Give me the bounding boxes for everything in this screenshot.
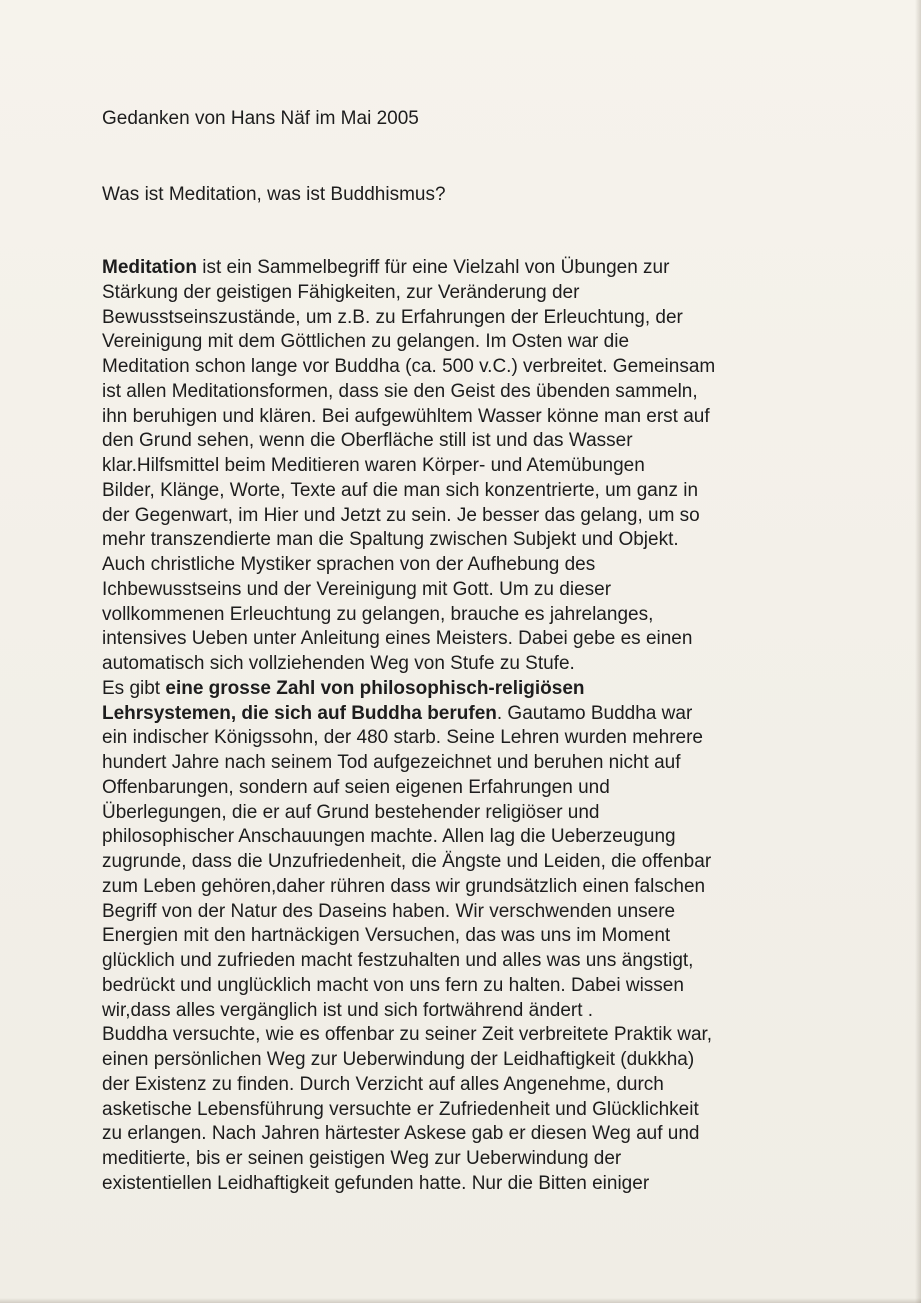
body-text (102, 256, 822, 1197)
text-run: einen persönlichen Weg zur Ueberwindung der Leidhaftigkeit (dukkha) (102, 1049, 695, 1070)
text-run: zu erlangen. Nach Jahren härtester Askese gab er diesen Weg auf und (102, 1123, 700, 1145)
text-run: . Gautamo Buddha war (496, 702, 693, 724)
text-line (102, 627, 822, 652)
text-line (102, 825, 822, 850)
text-run: Stärkung der geistigen Fähigkeiten, zur Veränderung der (102, 281, 580, 303)
text-run: Meditation schon lange vor Buddha (ca. 500 v.C.) verbreitet. Gemeinsam (102, 356, 716, 377)
text-line (102, 751, 822, 776)
text-line (102, 306, 822, 331)
text-run: der Gegenwart, im Hier und Jetzt zu sein. Je besser das gelang, um so (102, 504, 700, 526)
text-run: der Existenz zu finden. Durch Verzicht auf alles Angenehme, durch (102, 1073, 664, 1095)
text-run: asketische Lebensführung versuchte er Zufriedenheit und Glücklichkeit (102, 1098, 699, 1120)
text-line (102, 1048, 822, 1073)
text-run: Energien mit den hartnäckigen Versuchen, das was uns im Moment (102, 925, 671, 947)
text-line (102, 1172, 822, 1197)
text-line (102, 256, 822, 281)
text-run: den Grund sehen, wenn die Oberfläche still ist und das Wasser (102, 430, 633, 452)
text-run: klar.Hilfsmittel beim Meditieren waren Körper- und Atemübungen (102, 455, 645, 476)
text-line (102, 924, 822, 949)
text-run: glücklich und zufrieden macht festzuhalten und alles was uns ängstigt, (102, 950, 694, 971)
text-line (102, 974, 822, 999)
text-run: zum Leben gehören,daher rühren dass wir grundsätzlich einen falschen (102, 875, 706, 897)
text-run: mehr transzendierte man die Spaltung zwischen Subjekt und Objekt. (102, 529, 679, 551)
text-line (102, 1023, 822, 1048)
text-line (102, 528, 822, 553)
text-line (102, 1073, 822, 1098)
text-line (102, 1122, 822, 1147)
bold-text-run: Lehrsystemen, die sich auf Buddha berufen (102, 702, 497, 724)
text-run: Überlegungen, die er auf Grund bestehender religiöser und (102, 801, 600, 823)
text-line (102, 875, 822, 900)
text-run: Begriff von der Natur des Daseins haben. Wir verschwenden unsere (102, 900, 676, 922)
text-line (102, 999, 822, 1024)
bold-text-run: eine grosse Zahl von philosophisch-religiösen (165, 677, 585, 699)
bold-text-run: Meditation (102, 257, 197, 278)
text-line (102, 479, 822, 504)
text-run: ist ein Sammelbegriff für eine Vielzahl von Übungen zur (197, 257, 670, 278)
text-line (102, 355, 822, 380)
text-run: Buddha versuchte, wie es offenbar zu seiner Zeit verbreitete Praktik war, (102, 1024, 713, 1046)
text-run: Auch christliche Mystiker sprachen von der Aufhebung des (102, 554, 596, 575)
text-line (102, 776, 822, 801)
text-line (102, 405, 822, 430)
text-run: hundert Jahre nach seinem Tod aufgezeichnet und beruhen nicht auf (102, 752, 681, 773)
page-edge-shadow-bottom (0, 1298, 921, 1303)
text-line (102, 949, 822, 974)
page-edge-shadow-right (915, 0, 921, 1303)
text-line (102, 603, 822, 628)
text-line (102, 850, 822, 875)
text-line (102, 726, 822, 751)
text-line (102, 330, 822, 355)
text-run: Ichbewusstseins und der Vereinigung mit Gott. Um zu dieser (102, 578, 612, 600)
document-question: Was ist Meditation, was ist Buddhismus? (102, 184, 446, 205)
text-run: Bewusstseinszustände, um z.B. zu Erfahrungen der Erleuchtung, der (102, 306, 683, 328)
text-run: Es gibt (102, 677, 166, 699)
text-run: ihn beruhigen und klären. Bei aufgewühltem Wasser könne man erst auf (102, 405, 710, 427)
text-line (102, 900, 822, 925)
text-line (102, 454, 822, 479)
text-run: ein indischer Königssohn, der 480 starb. Seine Lehren wurden mehrere (102, 727, 703, 749)
text-line (102, 677, 822, 702)
text-run: Offenbarungen, sondern auf seien eigenen Erfahrungen und (102, 776, 610, 798)
text-run: automatisch sich vollziehenden Weg von Stufe zu Stufe. (102, 653, 575, 674)
text-line (102, 1098, 822, 1123)
text-line (102, 652, 822, 677)
text-line (102, 504, 822, 529)
text-line (102, 380, 822, 405)
text-run: philosophischer Anschauungen machte. Allen lag die Ueberzeugung (102, 826, 676, 848)
text-run: zugrunde, dass die Unzufriedenheit, die Ängste und Leiden, die offenbar (102, 851, 712, 872)
text-run: ist allen Meditationsformen, dass sie den Geist des übenden sammeln, (102, 380, 698, 402)
text-run: vollkommenen Erleuchtung zu gelangen, brauche es jahrelanges, (102, 603, 654, 625)
text-line (102, 702, 822, 727)
text-line (102, 578, 822, 603)
text-line (102, 553, 822, 578)
text-run: bedrückt und unglücklich macht von uns fern zu halten. Dabei wissen (102, 974, 684, 996)
text-line (102, 429, 822, 454)
text-line (102, 1147, 822, 1172)
text-run: existentiellen Leidhaftigkeit gefunden hatte. Nur die Bitten einiger (102, 1172, 650, 1194)
text-run: Bilder, Klänge, Worte, Texte auf die man sich konzentrierte, um ganz in (102, 479, 699, 501)
document-title: Gedanken von Hans Näf im Mai 2005 (102, 108, 419, 129)
text-run: Vereinigung mit dem Göttlichen zu gelangen. Im Osten war die (102, 331, 630, 353)
text-line (102, 281, 822, 306)
text-run: meditierte, bis er seinen geistigen Weg zur Ueberwindung der (102, 1148, 622, 1169)
text-run: wir,dass alles vergänglich ist und sich fortwährend ändert . (102, 999, 594, 1021)
text-run: intensives Ueben unter Anleitung eines Meisters. Dabei gebe es einen (102, 628, 693, 650)
text-line (102, 801, 822, 826)
